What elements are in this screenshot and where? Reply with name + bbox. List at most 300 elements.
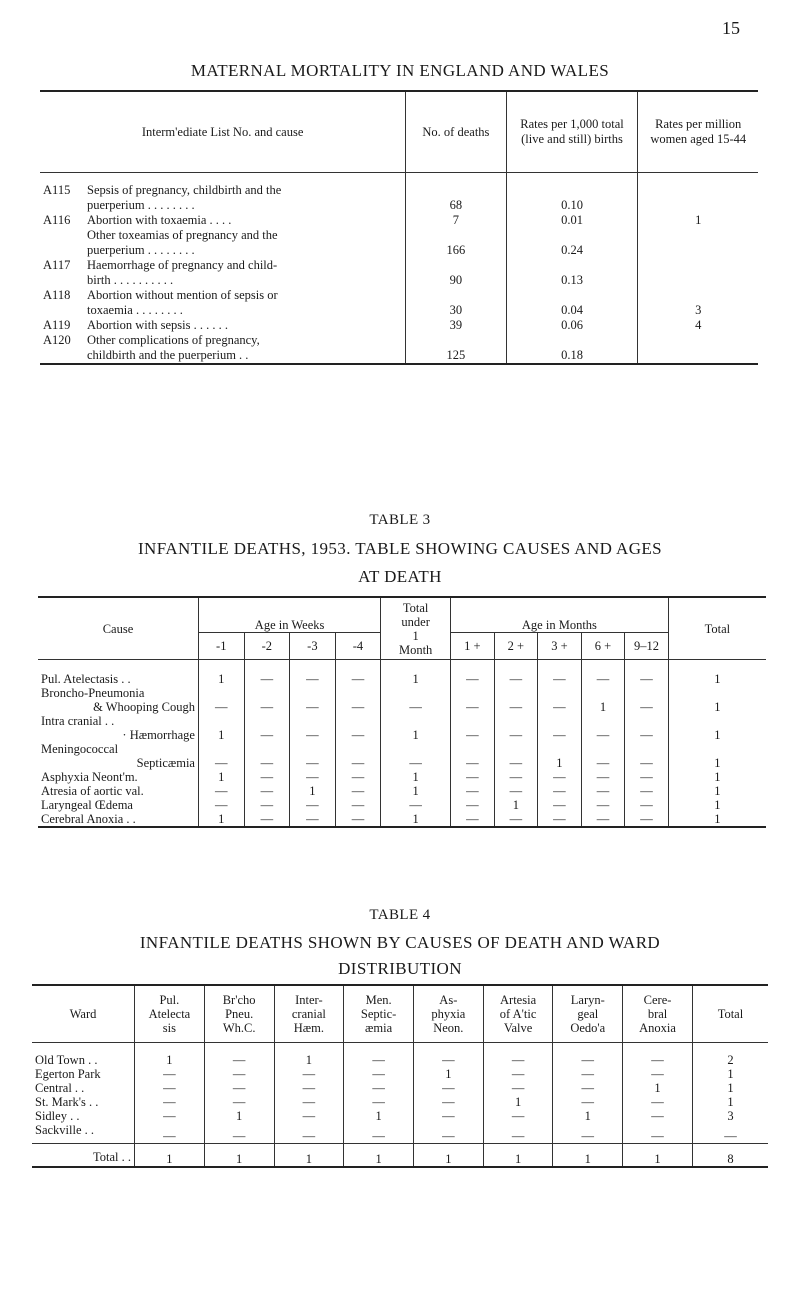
week-value: — <box>244 784 290 798</box>
week-value: — <box>335 660 381 687</box>
ward-total: 1 <box>692 1095 768 1109</box>
header-line3: Valve <box>503 1021 533 1035</box>
ward-value: — <box>553 1095 623 1109</box>
ward-total: 2 <box>692 1043 768 1068</box>
cause-label-line2: Septicæmia <box>136 756 195 770</box>
week-value: — <box>335 770 381 784</box>
month-value: 1 <box>538 742 582 770</box>
header-line1: Cere- <box>643 993 672 1007</box>
week-value: — <box>244 742 290 770</box>
maternal-rate-women: 4 <box>638 318 758 333</box>
maternal-cause-cell <box>40 228 406 258</box>
ward-value: 1 <box>413 1067 483 1081</box>
column-total: 1 <box>274 1144 344 1168</box>
month-value: — <box>494 660 538 687</box>
week-col-header: -1 <box>198 633 244 660</box>
maternal-rate-births: 0.04 <box>506 288 638 318</box>
header-line1: Inter- <box>295 993 323 1007</box>
cause-label-line1: Broncho-Pneumonia <box>41 686 145 700</box>
ward-table-header <box>623 985 693 1043</box>
header-line2: Atelecta <box>148 1007 191 1021</box>
ward-table-header <box>32 985 135 1043</box>
maternal-cause-cell <box>40 333 406 364</box>
week-value: — <box>244 798 290 812</box>
maternal-cause-text-line1: Abortion with sepsis . . . . . . <box>87 318 228 332</box>
month-value: — <box>451 770 495 784</box>
header-line2: of A'tic <box>499 1007 537 1021</box>
month-value: — <box>538 812 582 827</box>
header-line3: Total <box>717 1007 744 1021</box>
week-value: — <box>290 742 336 770</box>
ward-value: — <box>483 1123 553 1144</box>
ward-value: — <box>274 1109 344 1123</box>
ward-total: 1 <box>692 1081 768 1095</box>
maternal-deaths: 7 <box>406 213 506 228</box>
column-total: 1 <box>413 1144 483 1168</box>
ward-table-header <box>344 985 414 1043</box>
header-line1: Artesia <box>500 993 537 1007</box>
maternal-cause-text-line2: puerperium . . . . . . . . <box>87 198 195 212</box>
cause-label-line1: Intra cranial . . <box>41 714 115 728</box>
total-under-month-value: — <box>381 742 451 770</box>
header-line2: bral <box>647 1007 668 1021</box>
page-number: 15 <box>722 18 740 38</box>
month-value: — <box>451 660 495 687</box>
ward-row <box>32 1109 768 1123</box>
maternal-rate-women: 3 <box>638 288 758 318</box>
month-value: 1 <box>494 798 538 812</box>
header-line3: Anoxia <box>639 1021 676 1035</box>
month-value: — <box>625 812 669 827</box>
maternal-cause-cell <box>40 173 406 214</box>
maternal-row <box>40 213 758 228</box>
header-line3: Hæm. <box>293 1021 324 1035</box>
row-total-value: 1 <box>668 812 766 827</box>
cause-cell <box>38 714 198 742</box>
week-value: 1 <box>198 660 244 687</box>
cause-label-line2: Pul. Atelectasis . . <box>41 672 131 686</box>
month-value: — <box>625 714 669 742</box>
month-value: — <box>494 770 538 784</box>
month-value: — <box>538 714 582 742</box>
maternal-deaths: 166 <box>406 228 506 258</box>
maternal-deaths: 125 <box>406 333 506 364</box>
ward-value: — <box>274 1081 344 1095</box>
maternal-cause-text-line2: birth . . . . . . . . . . <box>87 273 174 287</box>
week-value: — <box>290 798 336 812</box>
month-value: — <box>494 812 538 827</box>
table3 <box>38 596 766 828</box>
month-value: — <box>581 770 625 784</box>
cause-label-line2: Laryngeal Œdema <box>41 798 133 812</box>
month-value: — <box>494 742 538 770</box>
table4 <box>32 984 768 1168</box>
maternal-deaths: 39 <box>406 318 506 333</box>
header-line1: As- <box>439 993 458 1007</box>
ward-value: — <box>135 1067 205 1081</box>
maternal-cause-text-line1: Haemorrhage of pregnancy and child- <box>87 258 278 272</box>
ward-value: — <box>623 1123 693 1144</box>
ward-value: — <box>274 1123 344 1144</box>
ward-row <box>32 1067 768 1081</box>
cause-cell <box>38 770 198 784</box>
cause-cell <box>38 812 198 827</box>
total-under-month-value: 1 <box>381 812 451 827</box>
header-line3: Ward <box>69 1007 97 1021</box>
month-value: — <box>451 742 495 770</box>
maternal-rate-births: 0.18 <box>506 333 638 364</box>
month-value: — <box>538 660 582 687</box>
header-line2: cranial <box>291 1007 326 1021</box>
ward-value: — <box>623 1067 693 1081</box>
week-value: — <box>335 742 381 770</box>
month-value: — <box>625 770 669 784</box>
maternal-rate-births: 0.01 <box>506 213 638 228</box>
week-value: — <box>335 798 381 812</box>
ward-table-header <box>135 985 205 1043</box>
ward-value: — <box>413 1043 483 1068</box>
month-value: — <box>538 798 582 812</box>
ward-value: — <box>344 1123 414 1144</box>
ward-value: — <box>344 1095 414 1109</box>
ward-value: 1 <box>135 1043 205 1068</box>
ward-value: — <box>553 1081 623 1095</box>
week-value: — <box>335 812 381 827</box>
table3-row <box>38 812 766 827</box>
ward-value: — <box>623 1095 693 1109</box>
maternal-rate-women <box>638 258 758 288</box>
month-value: — <box>581 812 625 827</box>
ward-total: 1 <box>692 1067 768 1081</box>
ward-value: — <box>135 1081 205 1095</box>
table3-title-line1: INFANTILE DEATHS, 1953. TABLE SHOWING CAUSES AND AGES <box>137 539 663 558</box>
ward-value: — <box>204 1095 274 1109</box>
header-line1: Men. <box>365 993 392 1007</box>
maternal-row <box>40 173 758 214</box>
maternal-cause-text-line1: Abortion without mention of sepsis or <box>87 288 278 302</box>
table3-row <box>38 714 766 742</box>
ward-value: — <box>623 1109 693 1123</box>
header-line2: Septic- <box>360 1007 397 1021</box>
header-line3: sis <box>162 1021 176 1035</box>
ward-value: — <box>204 1067 274 1081</box>
maternal-deaths: 68 <box>406 173 506 214</box>
header-line2: geal <box>577 1007 599 1021</box>
table3-row <box>38 660 766 687</box>
row-total-value: 1 <box>668 742 766 770</box>
ward-name: St. Mark's . . <box>35 1095 99 1109</box>
table3-row <box>38 770 766 784</box>
ward-row <box>32 1095 768 1109</box>
week-value: — <box>290 812 336 827</box>
week-value: — <box>290 770 336 784</box>
ward-value: — <box>344 1067 414 1081</box>
month-value: — <box>581 798 625 812</box>
t3-header-total-under-3: 1 <box>412 628 419 643</box>
column-total: 1 <box>135 1144 205 1168</box>
maternal-cause-text-line2: puerperium . . . . . . . . <box>87 243 195 257</box>
ward-value: — <box>623 1043 693 1068</box>
ward-table-header <box>204 985 274 1043</box>
header-line2: phyxia <box>431 1007 466 1021</box>
month-value: — <box>494 686 538 714</box>
row-total-value: 1 <box>668 770 766 784</box>
table4-title-line1: INFANTILE DEATHS SHOWN BY CAUSES OF DEATH AND WARD <box>139 933 661 952</box>
maternal-cause-cell <box>40 258 406 288</box>
week-value: — <box>198 784 244 798</box>
week-value: — <box>335 784 381 798</box>
header-rate-births: Rates per 1,000 total (live and still) births <box>506 91 638 173</box>
week-value: — <box>244 812 290 827</box>
cause-cell <box>38 798 198 812</box>
month-value: — <box>581 660 625 687</box>
header-line3: æmia <box>365 1021 393 1035</box>
row-total-value: 1 <box>668 798 766 812</box>
week-value: — <box>198 742 244 770</box>
t3-header-total-under-2: under <box>401 614 430 629</box>
header-line3: Oedo'a <box>570 1021 606 1035</box>
month-col-header: 9–12 <box>625 633 669 660</box>
week-value: — <box>198 798 244 812</box>
month-value: — <box>625 660 669 687</box>
week-value: 1 <box>198 812 244 827</box>
maternal-cause-cell <box>40 318 406 333</box>
ward-value: — <box>483 1067 553 1081</box>
ward-value: — <box>553 1123 623 1144</box>
ward-value: — <box>483 1081 553 1095</box>
ward-value: — <box>204 1123 274 1144</box>
ward-table-header <box>692 985 768 1043</box>
header-rate-women: Rates per million women aged 15-44 <box>638 91 758 173</box>
week-value: 1 <box>198 714 244 742</box>
week-value: 1 <box>290 784 336 798</box>
maternal-rate-births: 0.06 <box>506 318 638 333</box>
week-value: — <box>244 714 290 742</box>
header-deaths: No. of deaths <box>406 91 506 173</box>
month-value: — <box>625 686 669 714</box>
ward-total: — <box>692 1123 768 1144</box>
month-value: 1 <box>581 686 625 714</box>
t3-header-months: Age in Months <box>451 597 669 633</box>
maternal-cause-text-line2: childbirth and the puerperium . . <box>87 348 249 362</box>
maternal-rate-births: 0.13 <box>506 258 638 288</box>
header-line3: Wh.C. <box>222 1021 256 1035</box>
total-under-month-value: 1 <box>381 770 451 784</box>
maternal-row <box>40 333 758 364</box>
ward-value: 1 <box>553 1109 623 1123</box>
week-col-header: -3 <box>290 633 336 660</box>
cause-label-line2: Cerebral Anoxia . . <box>41 812 136 826</box>
total-label: Total . . <box>32 1144 135 1168</box>
month-value: — <box>581 742 625 770</box>
maternal-rate-women <box>638 228 758 258</box>
week-value: — <box>335 686 381 714</box>
ward-total: 3 <box>692 1109 768 1123</box>
column-total: 1 <box>344 1144 414 1168</box>
header-line1: Br'cho <box>222 993 256 1007</box>
maternal-row <box>40 318 758 333</box>
maternal-code: A117 <box>43 258 71 272</box>
total-under-month-value: 1 <box>381 660 451 687</box>
maternal-row <box>40 228 758 258</box>
total-under-month-value: 1 <box>381 784 451 798</box>
week-value: — <box>290 686 336 714</box>
ward-value: — <box>135 1123 205 1144</box>
week-value: — <box>198 686 244 714</box>
ward-name: Egerton Park <box>35 1067 101 1081</box>
column-total: 1 <box>623 1144 693 1168</box>
ward-row <box>32 1043 768 1068</box>
month-value: — <box>581 714 625 742</box>
table3-title-line2: AT DEATH <box>358 567 442 586</box>
table3-row <box>38 798 766 812</box>
ward-value: — <box>135 1109 205 1123</box>
maternal-cause-text-line1: Other toxeamias of pregnancy and the <box>87 228 278 242</box>
month-value: — <box>538 686 582 714</box>
month-col-header: 3 + <box>538 633 582 660</box>
maternal-cause-text-line1: Other complications of pregnancy, <box>87 333 260 347</box>
ward-name: Sidley . . <box>35 1109 80 1123</box>
ward-value: — <box>204 1043 274 1068</box>
header-line1: Pul. <box>159 993 180 1007</box>
t3-header-total-under-1: Total <box>402 600 429 615</box>
ward-value: — <box>274 1067 344 1081</box>
ward-row <box>32 1123 768 1144</box>
month-value: — <box>451 812 495 827</box>
grand-total: 8 <box>692 1144 768 1168</box>
maternal-mortality-table <box>40 90 758 365</box>
month-value: — <box>625 784 669 798</box>
cause-label-line2: Atresia of aortic val. <box>41 784 144 798</box>
maternal-cause-text-line1: Sepsis of pregnancy, childbirth and the <box>87 183 282 197</box>
row-total-value: 1 <box>668 686 766 714</box>
week-value: — <box>335 714 381 742</box>
ward-table-header <box>553 985 623 1043</box>
maternal-deaths: 30 <box>406 288 506 318</box>
ward-name: Central . . <box>35 1081 85 1095</box>
cause-cell <box>38 660 198 687</box>
maternal-rate-births: 0.24 <box>506 228 638 258</box>
header-line3: Neon. <box>433 1021 464 1035</box>
maternal-title: MATERNAL MORTALITY IN ENGLAND AND WALES <box>190 61 610 80</box>
week-value: 1 <box>198 770 244 784</box>
month-col-header: 2 + <box>494 633 538 660</box>
month-value: — <box>451 686 495 714</box>
cause-cell <box>38 784 198 798</box>
maternal-rate-women <box>638 173 758 214</box>
ward-value: 1 <box>204 1109 274 1123</box>
month-value: — <box>625 798 669 812</box>
maternal-code: A119 <box>43 318 71 332</box>
row-total-value: 1 <box>668 784 766 798</box>
total-under-month-value: — <box>381 686 451 714</box>
week-value: — <box>244 770 290 784</box>
ward-value: 1 <box>274 1043 344 1068</box>
maternal-row <box>40 258 758 288</box>
ward-value: 1 <box>483 1095 553 1109</box>
month-value: — <box>494 714 538 742</box>
ward-value: — <box>553 1067 623 1081</box>
ward-value: — <box>413 1123 483 1144</box>
t3-header-total: Total <box>668 597 766 660</box>
ward-row <box>32 1081 768 1095</box>
table3-row <box>38 742 766 770</box>
row-total-value: 1 <box>668 660 766 687</box>
ward-name: Old Town . . <box>35 1053 98 1067</box>
maternal-code: A120 <box>43 333 71 347</box>
week-value: — <box>244 686 290 714</box>
maternal-cause-cell <box>40 213 406 228</box>
table4-label: TABLE 4 <box>369 907 431 923</box>
ward-value: 1 <box>344 1109 414 1123</box>
maternal-rate-births: 0.10 <box>506 173 638 214</box>
table4-title-line2: DISTRIBUTION <box>338 959 462 978</box>
maternal-code: A118 <box>43 288 71 302</box>
table3-row <box>38 784 766 798</box>
month-value: — <box>451 798 495 812</box>
header-line2: Pneu. <box>225 1007 254 1021</box>
month-col-header: 6 + <box>581 633 625 660</box>
maternal-rate-women: 1 <box>638 213 758 228</box>
week-col-header: -2 <box>244 633 290 660</box>
ward-value: — <box>204 1081 274 1095</box>
header-cause: Interm'ediate List No. and cause <box>40 91 406 173</box>
table3-label: TABLE 3 <box>369 512 431 528</box>
cause-cell <box>38 742 198 770</box>
week-value: — <box>290 660 336 687</box>
month-value: — <box>494 784 538 798</box>
ward-value: — <box>553 1043 623 1068</box>
cause-label-line2: Asphyxia Neont'm. <box>41 770 138 784</box>
ward-value: — <box>483 1109 553 1123</box>
maternal-code: A116 <box>43 213 71 227</box>
ward-table-header <box>274 985 344 1043</box>
maternal-deaths: 90 <box>406 258 506 288</box>
maternal-code: A115 <box>43 183 71 197</box>
ward-value: — <box>344 1043 414 1068</box>
ward-total-row <box>32 1144 768 1168</box>
month-value: — <box>538 784 582 798</box>
cause-label-line2: · Hæmorrhage <box>122 728 195 742</box>
t3-header-cause: Cause <box>38 597 198 660</box>
month-value: — <box>625 742 669 770</box>
table3-row <box>38 686 766 714</box>
row-total-value: 1 <box>668 714 766 742</box>
month-value: — <box>451 784 495 798</box>
maternal-cause-text-line1: Abortion with toxaemia . . . . <box>87 213 232 227</box>
cause-cell <box>38 686 198 714</box>
week-value: — <box>290 714 336 742</box>
ward-value: — <box>413 1109 483 1123</box>
cause-label-line1: Meningococcal <box>41 742 119 756</box>
ward-value: — <box>344 1081 414 1095</box>
ward-table-header <box>483 985 553 1043</box>
t3-header-total-under-4: Month <box>398 642 433 657</box>
t3-header-weeks: Age in Weeks <box>198 597 380 633</box>
total-under-month-value: — <box>381 798 451 812</box>
ward-value: 1 <box>623 1081 693 1095</box>
maternal-row <box>40 288 758 318</box>
column-total: 1 <box>553 1144 623 1168</box>
month-col-header: 1 + <box>451 633 495 660</box>
ward-table-header <box>413 985 483 1043</box>
total-under-month-value: 1 <box>381 714 451 742</box>
maternal-cause-cell <box>40 288 406 318</box>
column-total: 1 <box>483 1144 553 1168</box>
ward-value: — <box>413 1095 483 1109</box>
month-value: — <box>451 714 495 742</box>
column-total: 1 <box>204 1144 274 1168</box>
